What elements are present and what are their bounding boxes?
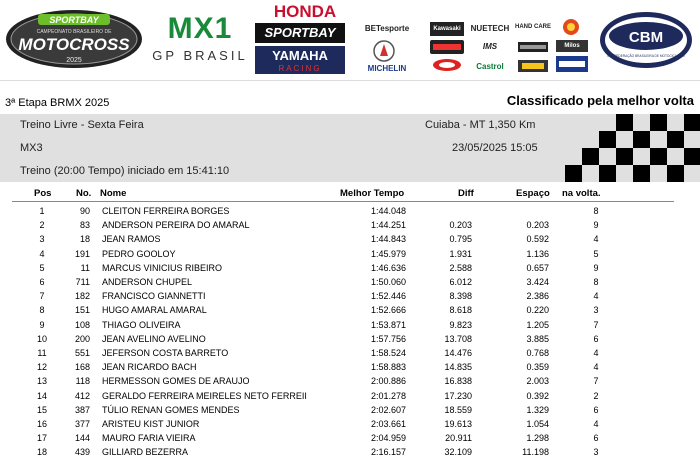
column-header-name: Nome xyxy=(100,188,127,199)
cell-best-lap: 6 xyxy=(593,333,599,344)
cell-gap: 3.885 xyxy=(526,333,549,344)
column-header-number: No. xyxy=(76,188,92,199)
cell-rider-name: ARISTEU KIST JUNIOR xyxy=(102,419,200,429)
cell-diff: 14.835 xyxy=(444,362,472,373)
cell-best-time: 1:58.883 xyxy=(370,362,406,373)
cell-position: 8 xyxy=(39,305,45,316)
table-row xyxy=(0,362,700,376)
cell-gap: 0.392 xyxy=(526,390,549,401)
cell-position: 17 xyxy=(36,433,47,444)
cell-best-lap: 4 xyxy=(593,362,599,373)
sponsor-michelin: MICHELIN xyxy=(367,64,407,73)
cell-diff: 6.012 xyxy=(449,277,472,287)
cell-rider-name: ANDERSON CHUPEL xyxy=(102,277,193,287)
cell-rider-name: HERMESSON GOMES DE ARAUJO xyxy=(102,376,250,387)
table-row xyxy=(0,433,700,447)
cell-position: 4 xyxy=(39,248,45,259)
cell-rider-name: ANDERSON PEREIRA DO AMARAL xyxy=(102,220,250,231)
cbm-logo-text: CBM xyxy=(628,29,664,46)
cell-rider-number: 144 xyxy=(74,433,90,444)
cell-best-time: 1:52.446 xyxy=(370,291,406,302)
yamaha-logo-subtitle: RACING xyxy=(278,64,322,73)
column-header-gap: Espaço xyxy=(516,188,550,199)
cell-best-time: 1:58.524 xyxy=(370,348,406,358)
cell-diff: 8.398 xyxy=(449,291,472,302)
sponsor-kawasaki: Kawasaki xyxy=(430,22,464,36)
mx1-logo-text: MX1 xyxy=(167,12,233,45)
cell-rider-number: 387 xyxy=(74,404,90,415)
yamaha-logo xyxy=(255,46,345,74)
cell-rider-name: JEFERSON COSTA BARRETO xyxy=(102,348,229,358)
cell-rider-number: 439 xyxy=(74,447,90,458)
report-header xyxy=(0,93,700,113)
cell-rider-name: TÚLIO RENAN GOMES MENDES xyxy=(102,404,240,415)
motocross-logo-sub: CAMPEONATO BRASILEIRO DE xyxy=(36,29,112,35)
cell-gap: 1.205 xyxy=(526,319,549,330)
column-header-pos: Pos xyxy=(34,188,52,199)
sponsor-plate-icon xyxy=(556,56,588,72)
cell-position: 16 xyxy=(36,419,47,429)
cell-best-time: 2:04.959 xyxy=(370,433,406,444)
cell-rider-number: 551 xyxy=(74,348,90,358)
cell-best-lap: 9 xyxy=(593,220,599,231)
motocross-logo-main: MOTOCROSS xyxy=(18,35,130,54)
cell-rider-number: 191 xyxy=(74,248,90,259)
cell-rider-name: JEAN RICARDO BACH xyxy=(102,362,197,373)
table-row xyxy=(0,391,700,405)
cell-position: 12 xyxy=(36,362,47,373)
cell-rider-number: 182 xyxy=(74,291,90,302)
header-divider xyxy=(12,201,674,202)
cell-best-time: 1:44.251 xyxy=(370,220,406,231)
etapa-label: 3ª Etapa BRMX 2025 xyxy=(5,97,110,109)
table-row xyxy=(0,291,700,305)
table-row xyxy=(0,405,700,419)
sponsor-wheel-icon xyxy=(432,58,462,72)
cell-best-lap: 2 xyxy=(593,390,599,401)
table-row xyxy=(0,220,700,234)
motocross-logo-top: SPORTBAY xyxy=(49,15,99,25)
cell-position: 2 xyxy=(39,220,45,231)
cell-position: 7 xyxy=(39,291,45,302)
cell-best-lap: 4 xyxy=(593,348,599,358)
cell-gap: 1.136 xyxy=(526,248,549,259)
cell-rider-name: JEAN AVELINO AVELINO xyxy=(102,333,206,344)
cell-rider-number: 90 xyxy=(79,206,90,216)
cell-rider-name: FRANCISCO GIANNETTI xyxy=(102,291,206,302)
cell-position: 3 xyxy=(39,234,45,245)
column-header-best-time: Melhor Tempo xyxy=(340,188,405,199)
cell-position: 6 xyxy=(39,277,45,287)
cell-best-lap: 4 xyxy=(593,234,599,245)
cell-best-lap: 4 xyxy=(593,419,599,429)
session-name: Treino Livre - Sexta Feira xyxy=(20,119,144,131)
table-row xyxy=(0,206,700,220)
cell-diff: 0.203 xyxy=(449,220,472,231)
cell-position: 15 xyxy=(36,404,47,415)
cell-rider-name: MAURO FARIA VIEIRA xyxy=(102,433,196,444)
table-row xyxy=(0,419,700,433)
cbm-logo xyxy=(598,10,694,70)
cell-diff: 8.618 xyxy=(449,305,472,316)
cell-best-time: 1:57.756 xyxy=(370,333,406,344)
cell-diff: 13.708 xyxy=(444,333,472,344)
cell-best-lap: 8 xyxy=(593,277,599,287)
cell-position: 11 xyxy=(37,348,47,358)
sponsor-handcare: HAND CARE xyxy=(515,24,551,30)
sponsor-badge-icon xyxy=(430,40,464,54)
cell-best-time: 1:44.843 xyxy=(370,234,406,245)
table-row xyxy=(0,249,700,263)
sponsor-flame-icon xyxy=(560,18,582,36)
cell-position: 1 xyxy=(39,206,45,216)
cell-best-lap: 5 xyxy=(593,248,599,259)
track-location: Cuiaba - MT 1,350 Km xyxy=(425,119,536,131)
cell-rider-number: 83 xyxy=(79,220,90,231)
motocross-logo xyxy=(4,8,144,70)
cell-position: 14 xyxy=(36,390,47,401)
cell-best-lap: 7 xyxy=(593,376,599,387)
cell-diff: 17.230 xyxy=(444,390,472,401)
cell-rider-name: GERALDO FERREIRA MEIRELES NETO FERREII xyxy=(102,390,307,401)
cell-rider-name: PEDRO GOOLOY xyxy=(102,248,176,259)
motocross-logo-year: 2025 xyxy=(66,57,82,64)
cell-rider-number: 11 xyxy=(80,262,90,273)
session-datetime: 23/05/2025 15:05 xyxy=(452,142,538,154)
cell-rider-number: 118 xyxy=(75,376,90,387)
cell-diff: 18.559 xyxy=(444,404,472,415)
cell-position: 13 xyxy=(36,376,47,387)
table-row xyxy=(0,320,700,334)
cell-gap: 0.203 xyxy=(526,220,549,231)
cell-gap: 0.592 xyxy=(526,234,549,245)
cell-position: 18 xyxy=(36,447,47,458)
cell-best-lap: 8 xyxy=(593,206,599,216)
sponsor-ims: IMS xyxy=(482,42,498,51)
sponsor-milos: Milos xyxy=(556,40,588,52)
cell-rider-number: 168 xyxy=(74,362,90,373)
mx1-logo-subtitle: GP BRASIL xyxy=(152,48,248,63)
cell-diff: 32.109 xyxy=(444,447,472,458)
sponsor-box-icon xyxy=(518,60,548,72)
column-header-diff: Diff xyxy=(458,188,474,199)
cell-rider-number: 18 xyxy=(79,234,90,245)
cell-diff: 9.823 xyxy=(449,319,472,330)
cell-gap: 2.386 xyxy=(526,291,549,302)
table-row xyxy=(0,334,700,348)
column-header-lap: na volta. xyxy=(562,188,601,199)
cell-best-lap: 7 xyxy=(593,319,599,330)
mx1-logo xyxy=(152,14,248,64)
cell-gap: 0.220 xyxy=(526,305,549,316)
cell-rider-name: GILLIARD BEZERRA xyxy=(102,447,189,458)
cell-best-lap: 3 xyxy=(593,447,599,458)
sponsor-nuetech: NUETECH xyxy=(470,24,510,33)
report-title: Classificado pela melhor volta xyxy=(506,93,694,108)
cell-position: 10 xyxy=(36,333,47,344)
cell-best-time: 2:02.607 xyxy=(370,404,406,415)
cell-gap: 0.359 xyxy=(526,362,549,373)
sponsor-castrol: Castrol xyxy=(476,62,504,71)
cell-best-time: 1:50.060 xyxy=(370,277,406,287)
cell-best-time: 1:45.979 xyxy=(370,248,406,259)
cell-diff: 2.588 xyxy=(449,262,472,273)
cell-position: 9 xyxy=(39,319,45,330)
cell-best-time: 2:01.278 xyxy=(370,390,406,401)
cell-gap: 3.424 xyxy=(526,277,549,287)
yamaha-logo-text: YAMAHA xyxy=(272,48,328,63)
cell-gap: 1.298 xyxy=(526,433,549,444)
cell-best-lap: 3 xyxy=(593,305,599,316)
sportbay-logo: SPORTBAY xyxy=(255,23,345,43)
cell-position: 5 xyxy=(39,262,45,273)
cell-diff: 19.613 xyxy=(444,419,472,429)
cell-best-time: 2:16.157 xyxy=(370,447,406,458)
table-row xyxy=(0,277,700,291)
sponsor-betesporte: BETesporte xyxy=(364,24,410,33)
table-row xyxy=(0,234,700,248)
cell-rider-number: 151 xyxy=(74,305,90,316)
cell-best-lap: 4 xyxy=(593,291,599,302)
cell-gap: 0.768 xyxy=(526,348,549,358)
cell-best-time: 2:03.661 xyxy=(370,419,406,429)
sponsor-stripes-icon xyxy=(518,42,548,52)
table-row xyxy=(0,376,700,390)
cell-rider-number: 711 xyxy=(75,277,90,287)
sponsor-banner xyxy=(0,0,700,81)
cell-gap: 1.329 xyxy=(526,404,549,415)
cbm-logo-subtitle: CONFEDERAÇÃO BRASILEIRA DE MOTOCICLISMO xyxy=(607,54,685,58)
table-row xyxy=(0,263,700,277)
checkered-flag-icon xyxy=(548,114,700,182)
table-row xyxy=(0,348,700,362)
cell-best-time: 1:52.666 xyxy=(370,305,406,316)
cell-diff: 16.838 xyxy=(444,376,472,387)
cell-rider-name: MARCUS VINICIUS RIBEIRO xyxy=(102,262,223,273)
cell-rider-number: 412 xyxy=(74,390,90,401)
cell-diff: 0.795 xyxy=(449,234,472,245)
cell-rider-name: HUGO AMARAL AMARAL xyxy=(102,305,207,316)
cell-gap: 11.198 xyxy=(522,447,549,458)
table-row xyxy=(0,447,700,461)
cell-best-time: 1:46.636 xyxy=(370,262,406,273)
category-label: MX3 xyxy=(20,142,43,154)
cell-rider-number: 377 xyxy=(74,419,90,429)
cell-rider-number: 200 xyxy=(74,333,90,344)
cell-best-time: 1:44.048 xyxy=(370,206,406,216)
honda-logo: HONDA xyxy=(273,2,337,21)
cell-gap: 1.054 xyxy=(526,419,549,429)
table-row xyxy=(0,305,700,319)
session-started: Treino (20:00 Tempo) iniciado em 15:41:10 xyxy=(20,165,230,177)
cell-rider-name: JEAN RAMOS xyxy=(102,234,161,245)
cell-rider-name: THIAGO OLIVEIRA xyxy=(102,319,181,330)
cell-rider-name: CLEITON FERREIRA BORGES xyxy=(102,206,230,216)
cell-best-lap: 6 xyxy=(593,433,599,444)
cell-best-time: 2:00.886 xyxy=(370,376,406,387)
cell-best-lap: 6 xyxy=(593,404,599,415)
cell-best-time: 1:53.871 xyxy=(370,319,406,330)
cell-diff: 1.931 xyxy=(449,248,472,259)
cell-diff: 14.476 xyxy=(444,348,472,358)
cell-gap: 0.657 xyxy=(526,262,549,273)
cell-best-lap: 9 xyxy=(593,262,599,273)
cell-diff: 20.911 xyxy=(445,433,472,444)
cell-gap: 2.003 xyxy=(526,376,549,387)
sponsor-emblem-icon xyxy=(372,40,396,62)
cell-rider-number: 108 xyxy=(74,319,90,330)
